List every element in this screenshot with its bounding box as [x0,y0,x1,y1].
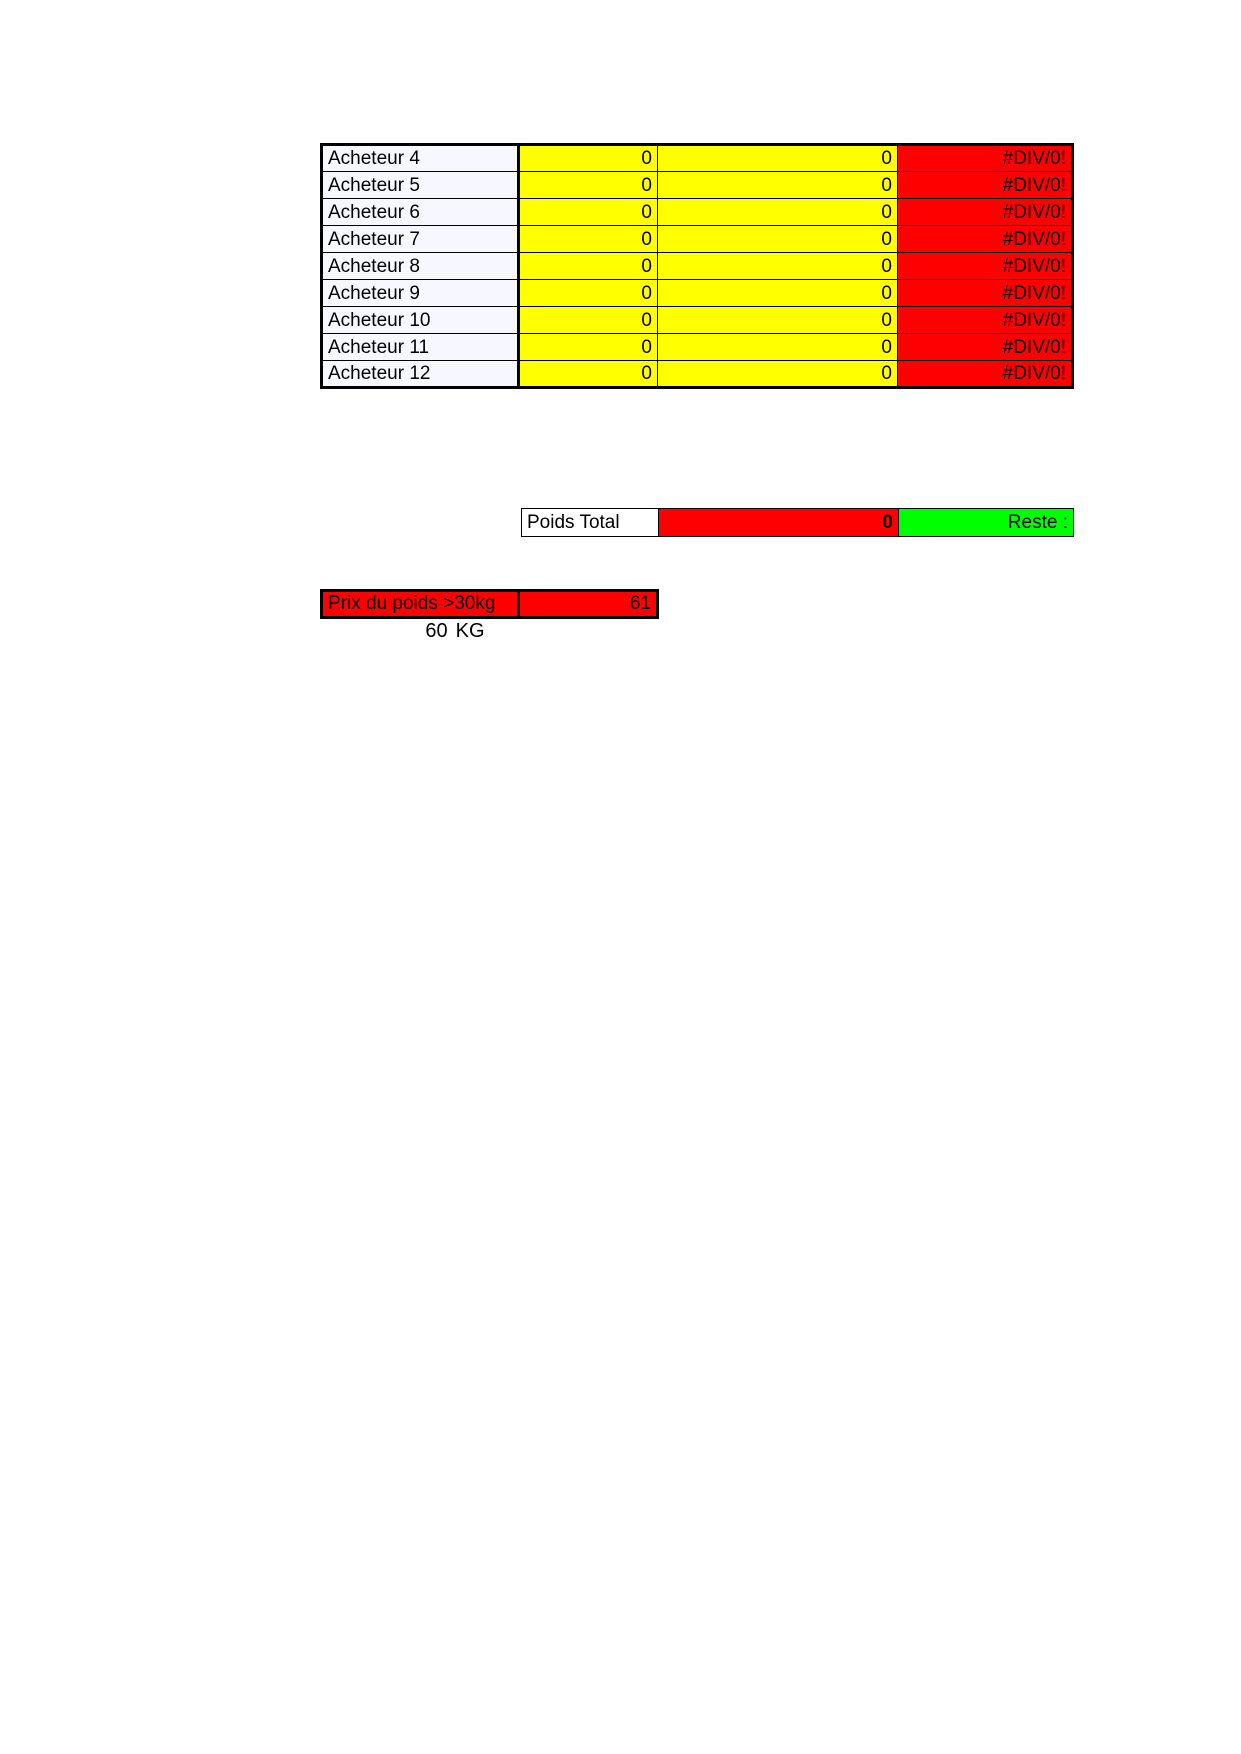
buyer-qty-cell[interactable]: 0 [519,199,658,226]
table-row[interactable] [322,591,658,618]
buyer-name-cell[interactable]: Acheteur 11 [322,334,519,361]
buyer-qty-cell[interactable]: 0 [519,226,658,253]
buyer-error-cell[interactable]: #DIV/0! [898,361,1073,388]
totals-row-body [522,509,1074,537]
buyer-name-cell[interactable]: Acheteur 4 [322,145,519,172]
price-over-30kg-label: Prix du poids >30kg [322,591,519,618]
table-row[interactable] [322,199,1073,226]
buyer-price-cell[interactable]: 0 [658,280,898,307]
buyer-error-cell[interactable]: #DIV/0! [898,334,1073,361]
buyer-price-cell[interactable]: 0 [658,253,898,280]
buyer-name-cell[interactable]: Acheteur 5 [322,172,519,199]
buyer-qty-cell[interactable]: 0 [519,253,658,280]
buyer-name-cell[interactable]: Acheteur 12 [322,361,519,388]
buyer-price-cell[interactable]: 0 [658,226,898,253]
kg-line [320,618,590,644]
buyers-table [320,143,1074,389]
buyer-qty-cell[interactable]: 0 [519,145,658,172]
buyer-name-cell[interactable]: Acheteur 10 [322,307,519,334]
buyer-error-cell[interactable]: #DIV/0! [898,280,1073,307]
buyer-name-cell[interactable]: Acheteur 9 [322,280,519,307]
buyer-error-cell[interactable]: #DIV/0! [898,199,1073,226]
table-row[interactable] [322,307,1073,334]
buyer-price-cell[interactable]: 0 [658,334,898,361]
table-row[interactable] [322,334,1073,361]
buyer-name-cell[interactable]: Acheteur 6 [322,199,519,226]
buyers-table-body [322,145,1073,388]
kg-value: 60 [425,620,448,642]
table-row[interactable] [322,280,1073,307]
buyer-qty-cell[interactable]: 0 [519,172,658,199]
total-weight-value[interactable]: 0 [659,509,899,537]
price-over-30kg-value[interactable]: 61 [519,591,658,618]
buyer-error-cell[interactable]: #DIV/0! [898,307,1073,334]
buyer-qty-cell[interactable]: 0 [519,307,658,334]
buyer-price-cell[interactable]: 0 [658,145,898,172]
buyer-qty-cell[interactable]: 0 [519,361,658,388]
totals-row [521,508,1074,537]
buyer-error-cell[interactable]: #DIV/0! [898,253,1073,280]
buyer-qty-cell[interactable]: 0 [519,334,658,361]
buyer-price-cell[interactable]: 0 [658,307,898,334]
table-row[interactable] [522,509,1074,537]
table-row[interactable] [322,253,1073,280]
table-row[interactable] [322,226,1073,253]
buyer-error-cell[interactable]: #DIV/0! [898,172,1073,199]
buyer-qty-cell[interactable]: 0 [519,280,658,307]
kg-unit: KG [455,620,485,642]
buyer-error-cell[interactable]: #DIV/0! [898,226,1073,253]
buyer-price-cell[interactable]: 0 [658,199,898,226]
price-over-30kg-row [320,589,659,619]
buyer-price-cell[interactable]: 0 [658,361,898,388]
remaining-weight-label: Reste : [899,509,1074,537]
buyer-name-cell[interactable]: Acheteur 7 [322,226,519,253]
buyer-price-cell[interactable]: 0 [658,172,898,199]
buyer-name-cell[interactable]: Acheteur 8 [322,253,519,280]
buyer-error-cell[interactable]: #DIV/0! [898,145,1073,172]
price-row-body [322,591,658,618]
total-weight-label: Poids Total [522,509,659,537]
table-row[interactable] [322,361,1073,388]
table-row[interactable] [322,172,1073,199]
table-row[interactable] [322,145,1073,172]
